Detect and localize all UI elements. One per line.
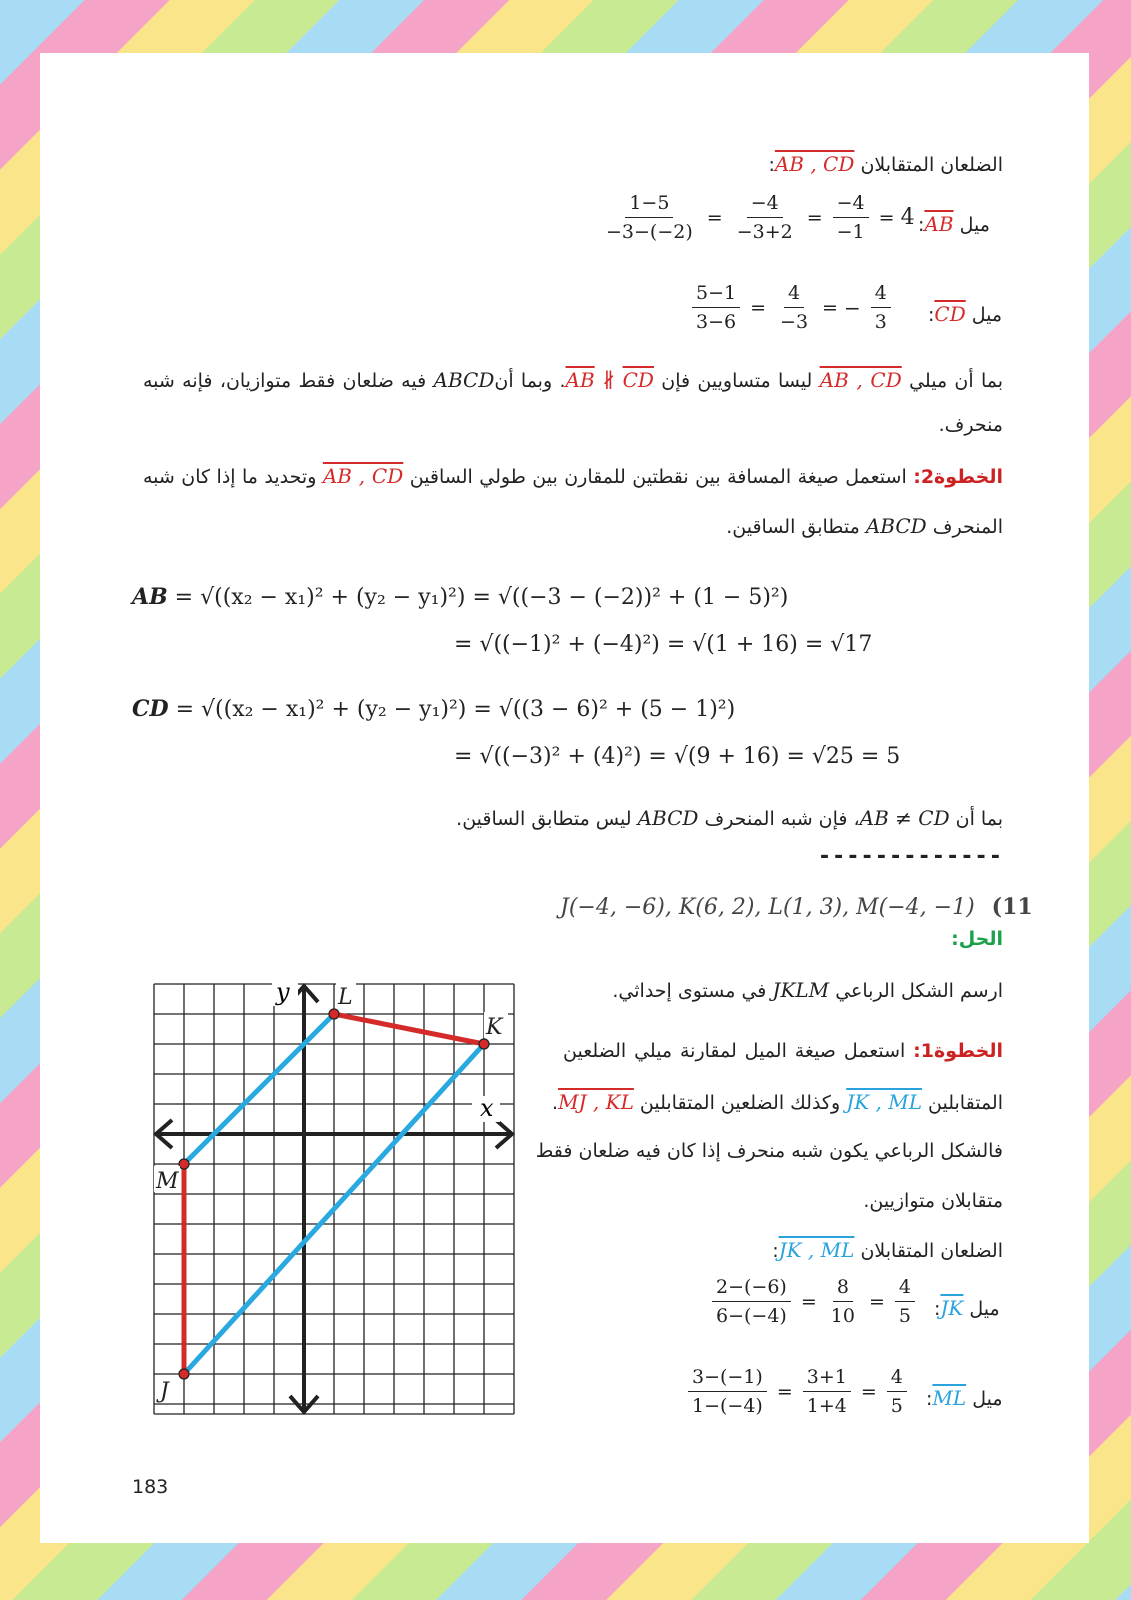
side-ml <box>184 1014 334 1164</box>
fraction <box>776 282 812 333</box>
text: وكذلك الضلعين المتقابلين <box>639 1092 841 1114</box>
slope-ab-label: $:\overline{AB}$ ميل <box>918 212 990 236</box>
numerator: 4 <box>784 282 804 308</box>
text: بما أن ميلي <box>909 370 1004 392</box>
fraction <box>712 1276 791 1327</box>
text: ، فإن شبه المنحرف <box>704 808 860 830</box>
numerator: 3+1 <box>803 1366 851 1392</box>
slope-word: ميل <box>959 214 990 236</box>
fraction <box>887 1366 907 1417</box>
fraction <box>692 282 740 333</box>
step1-line3: فالشكل الرباعي يكون شبه منحرف إذا كان فيه ضلعان فقط <box>535 1140 1003 1162</box>
label-k: K <box>486 1015 503 1040</box>
numerator: 4 <box>887 1366 907 1392</box>
denominator: 3−6 <box>696 311 737 333</box>
equals: = <box>878 206 895 229</box>
numerator: −4 <box>833 192 869 218</box>
fraction <box>871 282 891 333</box>
side-lk <box>334 1014 484 1044</box>
slope-ml-row <box>684 1366 911 1417</box>
quad-name: ABCD <box>433 368 495 392</box>
slope-jk-equation <box>708 1276 919 1327</box>
label-m: M <box>156 1169 179 1194</box>
equals: = <box>750 296 767 319</box>
denominator: 10 <box>830 1305 855 1327</box>
question-11 <box>560 894 1033 920</box>
denominator: 1+4 <box>806 1395 847 1417</box>
opposite-sides-label: الضلعان المتقابلان <box>860 1240 1003 1262</box>
step1-line1 <box>563 1040 1003 1062</box>
numerator: 1−5 <box>625 192 673 218</box>
slope-jk-label: $:\overline{JK}$ ميل <box>934 1296 1000 1320</box>
equals: = <box>868 1290 885 1313</box>
step1-title: الخطوة1: <box>913 1040 1003 1062</box>
fraction <box>602 192 697 243</box>
point-k <box>479 1039 489 1049</box>
not-parallel-statement <box>566 368 654 392</box>
slope-ab-equation <box>598 192 915 243</box>
paragraph-not-parallel <box>143 368 1003 392</box>
slope-ml-label: $:\overline{ML}$ ميل <box>926 1386 1003 1410</box>
slope-word: ميل <box>969 1298 1000 1320</box>
text: ليس متطابق الساقين. <box>456 808 632 830</box>
segment-jk: $\overline{JK}$ <box>940 1296 964 1320</box>
lhs: CD <box>132 696 169 722</box>
segments: AB , CD <box>322 464 404 488</box>
quad-name: ABCD <box>865 514 927 538</box>
denominator: −3−(−2) <box>606 221 693 243</box>
segment: $\overline{CD}$ <box>622 368 654 392</box>
point-m <box>179 1159 189 1169</box>
label-j: J <box>160 1379 169 1404</box>
opposite-sides-label: الضلعان المتقابلان <box>860 154 1003 176</box>
period: . <box>552 1092 559 1114</box>
quad-name: JKLM <box>772 978 830 1002</box>
segment-ab: $\overline{AB}$ <box>924 212 954 236</box>
denominator: 1−(−4) <box>692 1395 763 1417</box>
text: استعمل صيغة المسافة بين نقطتين للمقارن بين طولي الساقين <box>409 466 907 488</box>
fraction <box>827 1276 859 1327</box>
equals: = <box>776 1380 793 1403</box>
denominator: 3 <box>874 311 887 333</box>
distance-ab-line2: = √((−1)² + (−4)²) = √(1 + 16) = √17 <box>454 632 873 657</box>
fraction <box>803 1366 851 1417</box>
segment-cd: $\overline{CD}$ <box>934 302 966 326</box>
equals: = <box>800 1290 817 1313</box>
denominator: −1 <box>836 221 865 243</box>
minus-sign: − <box>843 295 861 320</box>
slope-word: ميل <box>971 304 1003 326</box>
segments: JK , ML <box>778 1238 855 1262</box>
numerator: 5−1 <box>692 282 740 308</box>
point-j <box>179 1369 189 1379</box>
text: ليسا متساويين فإن <box>661 370 813 392</box>
numerator: 8 <box>833 1276 853 1302</box>
coordinate-graph <box>150 980 522 1416</box>
fraction <box>833 192 869 243</box>
divider: ------------- <box>817 844 1003 869</box>
numerator: 2−(−6) <box>712 1276 791 1302</box>
x-axis-label: x <box>480 1094 494 1122</box>
slope-cd-equation <box>688 282 895 333</box>
denominator: 5 <box>890 1395 903 1417</box>
lhs: AB <box>132 584 168 610</box>
point-l <box>329 1009 339 1019</box>
fraction <box>733 192 797 243</box>
text: . وبما أن <box>494 370 566 392</box>
question-points: J(−4, −6), K(6, 2), L(1, 3), M(−4, −1) <box>560 895 975 920</box>
numerator: 3−(−1) <box>688 1366 767 1392</box>
page-number: 183 <box>132 1476 169 1498</box>
segments-ab-cd: AB , CD <box>774 152 855 176</box>
distance-cd-line1 <box>132 696 735 722</box>
fraction <box>895 1276 915 1327</box>
segments-jk-ml: JK , ML <box>846 1090 922 1114</box>
equation: = √((x₂ − x₁)² + (y₂ − y₁)²) = √((−3 − (−2))² + (1 − 5)²) <box>174 585 789 610</box>
text: وتحديد ما إذا كان شبه <box>143 466 317 488</box>
slope-ml-equation <box>684 1366 911 1417</box>
step1-line2 <box>552 1090 1003 1114</box>
text: المنحرف <box>932 516 1003 538</box>
step2-line1 <box>143 464 1003 488</box>
distance-ab-line1 <box>132 584 788 610</box>
draw-instruction <box>612 978 1003 1002</box>
slope-word: ميل <box>972 1388 1003 1410</box>
equals: = <box>860 1380 877 1403</box>
denominator: −3+2 <box>736 221 793 243</box>
equals: = <box>806 206 823 229</box>
segment: $\overline{AB}$ <box>565 368 595 392</box>
slope-jk-row <box>708 1276 919 1327</box>
text: متطابق الساقين. <box>726 516 860 538</box>
slope-result: 4 <box>900 205 915 230</box>
equals: = <box>706 206 723 229</box>
slope-cd-label: $:\overline{CD}$ ميل <box>928 302 1003 326</box>
denominator: 6−(−4) <box>716 1305 787 1327</box>
text: ارسم الشكل الرباعي <box>835 980 1003 1002</box>
text: بما أن <box>955 808 1003 830</box>
denominator: −3 <box>780 311 809 333</box>
slope-ab-row <box>598 192 915 243</box>
segments: AB , CD <box>819 368 902 392</box>
colon: : <box>768 154 775 176</box>
step2-line2 <box>726 514 1003 538</box>
equals: = <box>822 296 838 319</box>
paragraph-line: منحرف. <box>938 414 1003 436</box>
slope-cd-row <box>688 282 895 333</box>
distance-cd-line2: = √((−3)² + (4)²) = √(9 + 16) = √25 = 5 <box>454 744 901 769</box>
numerator: 4 <box>871 282 891 308</box>
not-parallel-symbol: ∦ <box>602 368 615 392</box>
opposite-sides-jk-ml <box>772 1238 1003 1262</box>
colon: : <box>772 1240 779 1262</box>
segment-ml: $\overline{ML}$ <box>932 1386 967 1410</box>
text: في مستوى إحداثي. <box>612 980 767 1002</box>
numerator: 4 <box>895 1276 915 1302</box>
conclusion <box>456 806 1003 830</box>
text: المتقابلين <box>928 1092 1003 1114</box>
inequality: AB ≠ CD <box>859 806 950 830</box>
y-axis-label: y <box>276 980 290 1006</box>
quad-name: ABCD <box>637 806 699 830</box>
question-number: (11 <box>991 894 1033 920</box>
step2-title: الخطوة2: <box>913 466 1004 488</box>
label-l: L <box>338 985 353 1010</box>
segments-mj-kl: MJ , KL <box>558 1090 634 1114</box>
fraction <box>688 1366 767 1417</box>
text: فيه ضلعان فقط متوازيان، فإنه شبه <box>143 370 427 392</box>
opposite-sides-line <box>768 152 1003 176</box>
numerator: −4 <box>747 192 783 218</box>
step1-line4: متقابلان متوازيين. <box>863 1190 1003 1212</box>
denominator: 5 <box>898 1305 911 1327</box>
text: استعمل صيغة الميل لمقارنة ميلي الضلعين <box>563 1040 906 1062</box>
equation: = √((x₂ − x₁)² + (y₂ − y₁)²) = √((3 − 6)² + (5 − 1)²) <box>175 697 736 722</box>
solution-heading: الحل: <box>951 928 1003 950</box>
